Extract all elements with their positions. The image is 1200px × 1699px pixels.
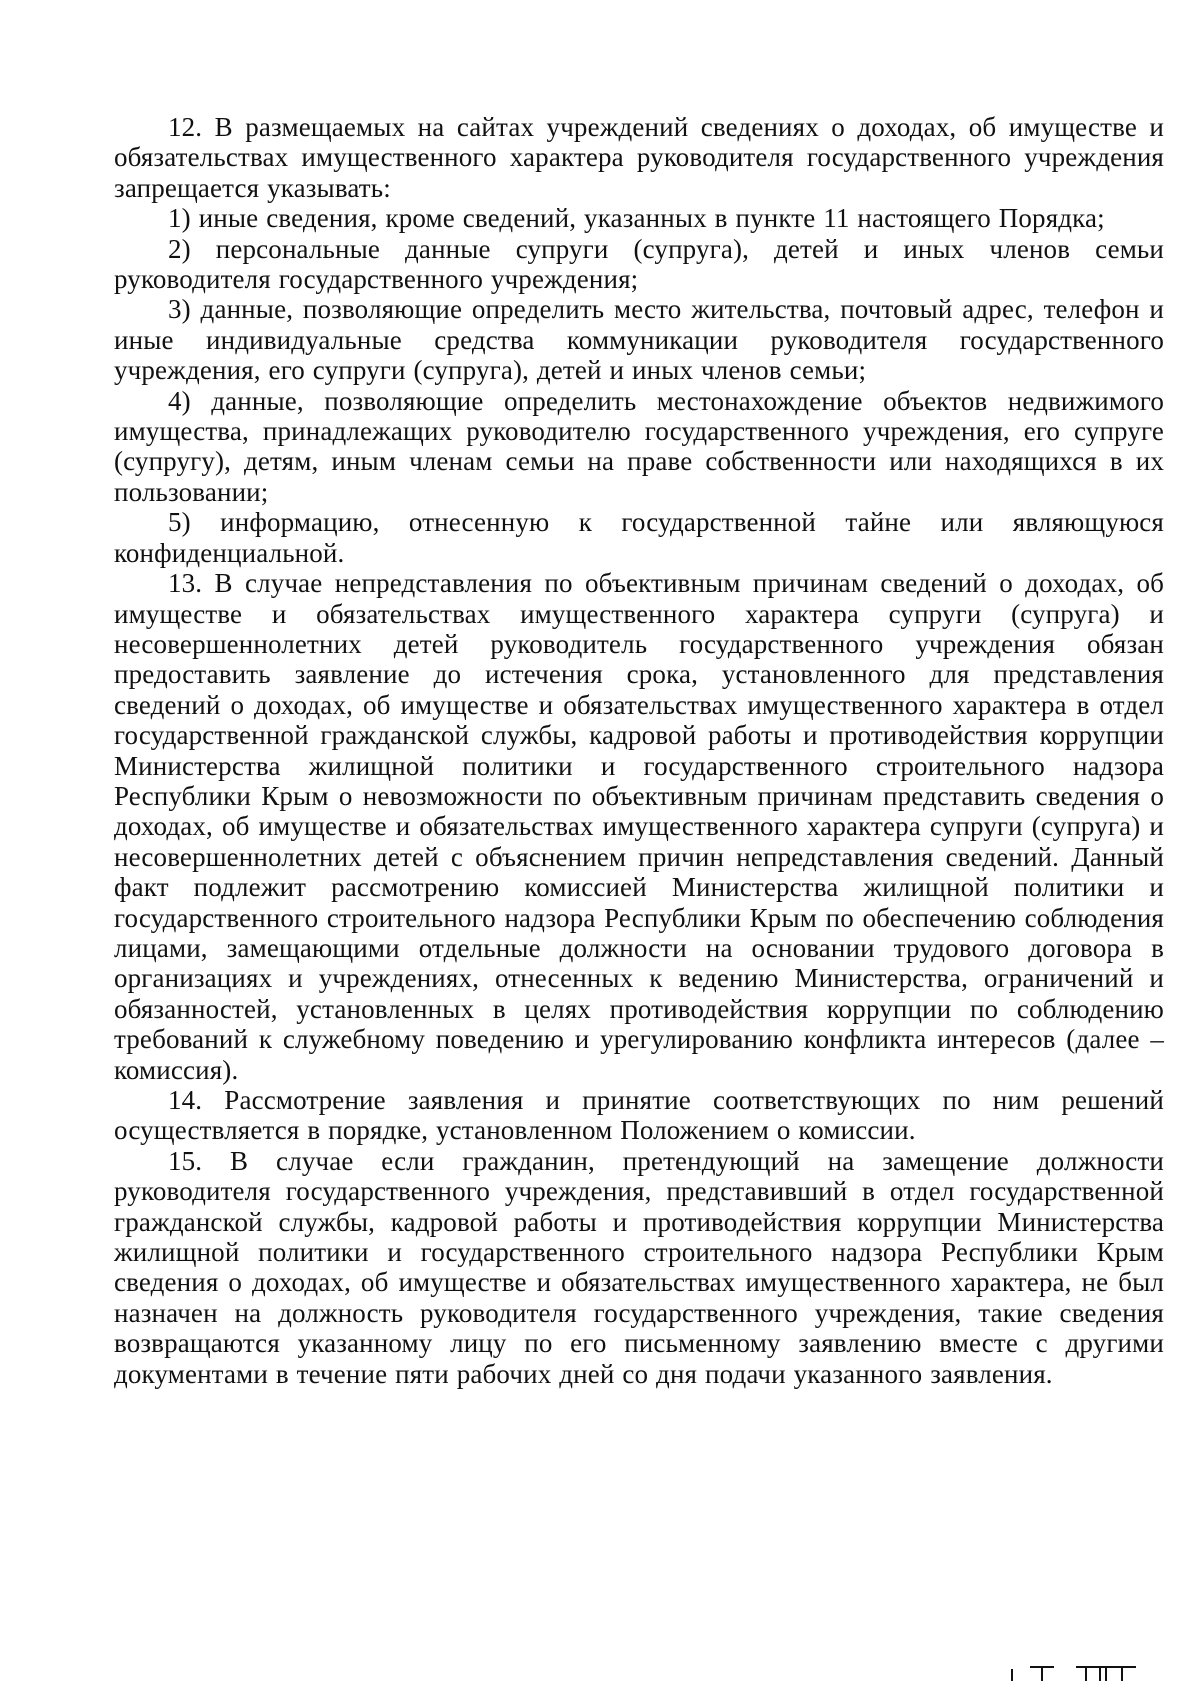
paragraph-12-item-3: 3) данные, позволяющие определить место жительства, почтовый адрес, телефон и иные индивидуальные средства коммуникации руководителя государственного учреждения, его супруги (супруга), детей и иных членов семьи; <box>114 294 1164 386</box>
paragraph-15: 15. В случае если гражданин, претендующий на замещение должности руководителя государственного учреждения, представивший в отдел государственной гражданской службы, кадровой работы и противодействия коррупции Министерства жилищной политики и государственного строительного надзора Республики Крым сведения о доходах, об имуществе и обязательствах имущественного характера, не был назначен на должность руководителя государственного учреждения, такие сведения возвращаются указанному лицу по его письменному заявлению вместе с другими документами в течение пяти рабочих дней со дня подачи указанного заявления. <box>114 1145 1164 1389</box>
paragraph-12-item-4: 4) данные, позволяющие определить местонахождение объектов недвижимого имущества, принадлежащих руководителю государственного учреждения, его супруге (супругу), детям, иным членам семьи на праве собственности или находящихся в их пользовании; <box>114 385 1164 507</box>
paragraph-12-item-2: 2) персональные данные супруги (супруга), детей и иных членов семьи руководителя государственного учреждения; <box>114 233 1164 295</box>
scan-edge-mark <box>1008 1663 1140 1683</box>
paragraph-13: 13. В случае непредставления по объективным причинам сведений о доходах, об имуществе и обязательствах имущественного характера супруги (супруга) и несовершеннолетних детей руководитель государственного учреждения обязан предоставить заявление до истечения срока, установленного для представления сведений о доходах, об имуществе и обязательствах имущественного характера в отдел государственной гражданской службы, кадровой работы и противодействия коррупции Министерства жилищной политики и государственного строительного надзора Республики Крым о невозможности по объективным причинам представить сведения о доходах, об имуществе и обязательствах имущественного характера супруги (супруга) и несовершеннолетних детей с объяснением причин непредставления сведений. Данный факт подлежит рассмотрению комиссией Министерства жилищной политики и государственного строительного надзора Республики Крым по обеспечению соблюдения лицами, замещающими отдельные должности на основании трудового договора в организациях и учреждениях, отнесенных к ведению Министерства, ограничений и обязанностей, установленных в целях противодействия коррупции по соблюдению требований к служебному поведению и урегулированию конфликта интересов (далее – комиссия). <box>114 568 1164 1085</box>
paragraph-14: 14. Рассмотрение заявления и принятие соответствующих по ним решений осуществляется в порядке, установленном Положением о комиссии. <box>114 1085 1164 1146</box>
paragraph-12: 12. В размещаемых на сайтах учреждений сведениях о доходах, об имуществе и обязательствах имущественного характера руководителя государственного учреждения запрещается указывать: <box>114 112 1164 203</box>
paragraph-12-item-1: 1) иные сведения, кроме сведений, указанных в пункте 11 настоящего Порядка; <box>168 203 1105 234</box>
document-body <box>114 112 1164 1389</box>
paragraph-12-item-5: 5) информацию, отнесенную к государственной тайне или являющуюся конфиденциальной. <box>114 507 1164 568</box>
